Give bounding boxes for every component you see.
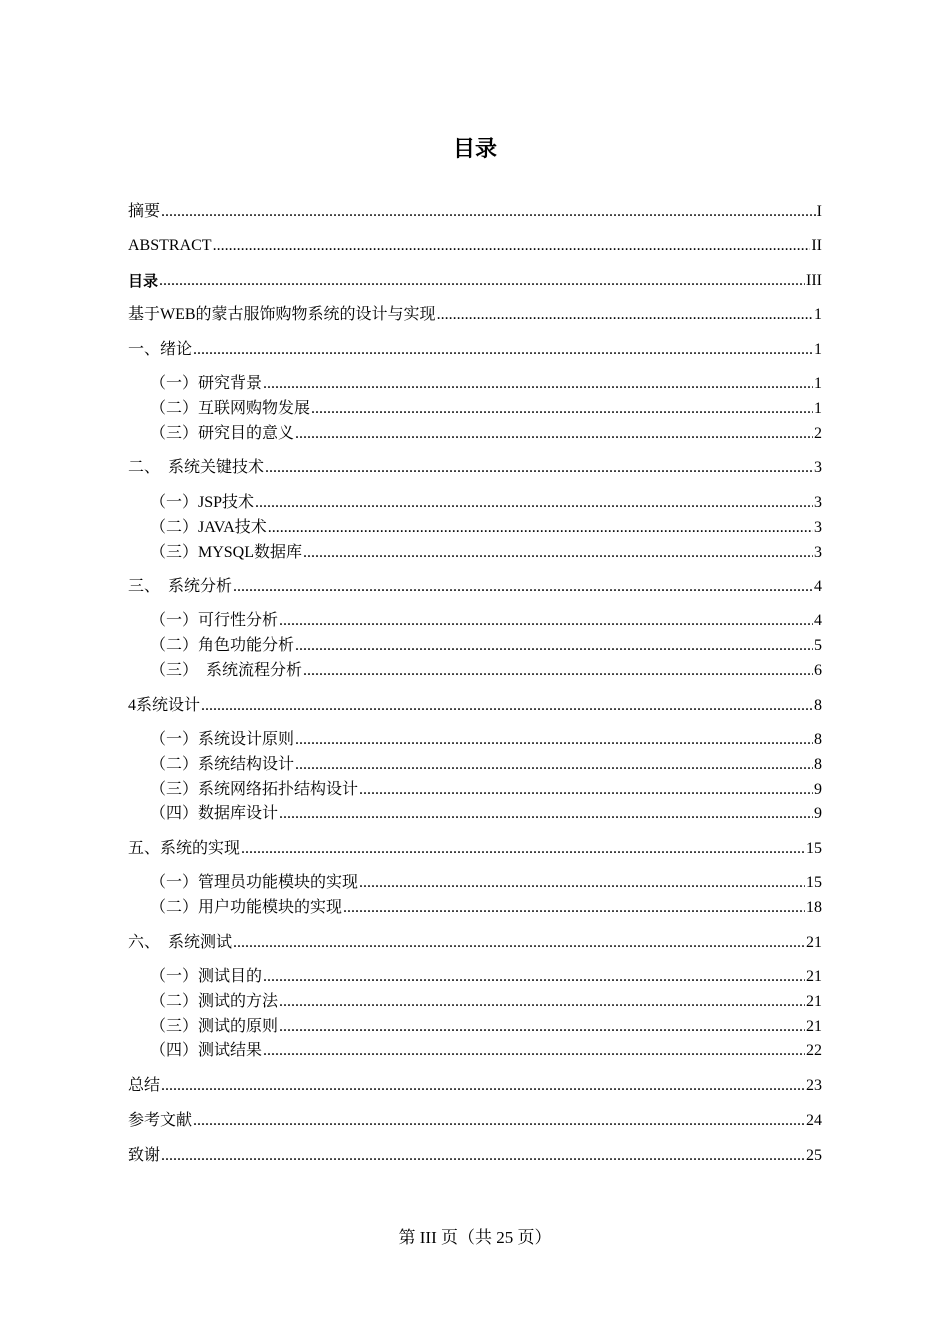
toc-entry-page: 6 [814,662,822,679]
toc-entry-contents[interactable] [0,267,950,291]
toc-entry-section-2-2[interactable] [0,514,950,538]
toc-entry-section-6-4[interactable] [0,1037,950,1061]
toc-entry-chapter-3[interactable] [0,573,950,597]
toc-entry-page: 9 [814,781,822,798]
toc-leader-dots [268,518,813,538]
toc-entry-section-2-3[interactable] [0,539,950,563]
toc-entry-page: 3 [814,494,822,511]
toc-entry-page: 3 [814,544,822,561]
toc-leader-dots [161,1146,805,1166]
toc-entry-chapter-4[interactable] [0,692,950,716]
toc-leader-dots [263,967,805,987]
toc-entry-label: （三）MYSQL数据库 [150,544,303,561]
toc-leader-dots [295,636,813,656]
toc-entry-page: 8 [814,756,822,773]
toc-leader-dots [213,236,811,256]
toc-leader-dots [265,458,813,478]
toc-leader-dots [193,1111,805,1131]
toc-entry-section-3-2[interactable] [0,632,950,656]
toc-entry-label: （一）系统设计原则 [150,731,295,748]
toc-leader-dots [255,493,813,513]
toc-entry-label: ABSTRACT [128,237,212,254]
page-title: 目录 [452,137,497,162]
toc-entry-summary[interactable] [0,1072,950,1096]
toc-entry-label: （四）测试结果 [150,1042,263,1059]
toc-entry-section-4-2[interactable] [0,751,950,775]
toc-entry-page: 1 [814,375,822,392]
toc-entry-page: 4 [814,578,822,595]
toc-entry-label: 一、绪论 [128,341,193,358]
toc-entry-page: 21 [806,934,822,951]
toc-entry-page: I [816,203,822,220]
toc-leader-dots [295,730,813,750]
toc-entry-abstract-en[interactable] [0,232,950,256]
toc-entry-page: 5 [814,637,822,654]
toc-entry-page: II [811,237,822,254]
toc-entry-section-1-2[interactable] [0,395,950,419]
toc-entry-label: （三）系统网络拓扑结构设计 [150,781,359,798]
toc-entry-section-2-1[interactable] [0,489,950,513]
toc-entry-chapter-5[interactable] [0,835,950,859]
toc-entry-chapter-6[interactable] [0,929,950,953]
toc-entry-label: 基于WEB的蒙古服饰购物系统的设计与实现 [128,306,436,323]
toc-entry-section-6-3[interactable] [0,1013,950,1037]
toc-entry-label: （二）角色功能分析 [150,637,295,654]
toc-entry-acknowledgements[interactable] [0,1142,950,1166]
toc-entry-page: 8 [814,697,822,714]
toc-entry-label: 二、 系统关键技术 [128,459,265,476]
toc-leader-dots [295,424,813,444]
toc-leader-dots [437,305,813,325]
toc-leader-dots [193,340,813,360]
toc-entry-label: （二）用户功能模块的实现 [150,899,343,916]
toc-leader-dots [263,1041,805,1061]
toc-entry-label: （三）研究目的意义 [150,425,295,442]
toc-entry-label: （三）测试的原则 [150,1018,279,1035]
toc-entry-label: 摘要 [128,203,161,220]
toc-entry-section-1-3[interactable] [0,420,950,444]
page-footer: 第 III 页（共 25 页） [398,1228,552,1247]
toc-entry-page: 15 [806,840,822,857]
toc-leader-dots [279,1017,805,1037]
toc-leader-dots [161,202,816,222]
toc-leader-dots [359,780,813,800]
toc-entry-label: 致谢 [128,1147,161,1164]
toc-entry-label: 参考文献 [128,1112,193,1129]
toc-entry-label: 六、 系统测试 [128,934,233,951]
toc-leader-dots [233,577,813,597]
toc-entry-label: （一）测试目的 [150,968,263,985]
toc-entry-section-1-1[interactable] [0,370,950,394]
toc-entry-thesis-title[interactable] [0,301,950,325]
toc-entry-section-6-1[interactable] [0,963,950,987]
toc-entry-page: 9 [814,805,822,822]
toc-leader-dots [161,1076,805,1096]
toc-entry-section-6-2[interactable] [0,988,950,1012]
toc-entry-page: 21 [806,1018,822,1035]
toc-entry-label: （一）管理员功能模块的实现 [150,874,359,891]
toc-entry-references[interactable] [0,1107,950,1131]
toc-leader-dots [279,611,813,631]
toc-entry-page: 3 [814,459,822,476]
toc-entry-label: 总结 [128,1077,161,1094]
toc-entry-section-3-1[interactable] [0,607,950,631]
toc-leader-dots [303,661,813,681]
toc-entry-page: 3 [814,519,822,536]
toc-leader-dots [159,271,805,291]
toc-leader-dots [295,755,813,775]
toc-entry-label: （二）测试的方法 [150,993,279,1010]
toc-entry-label: （四）数据库设计 [150,805,279,822]
toc-leader-dots [241,839,805,859]
toc-entry-page: 21 [806,993,822,1010]
toc-entry-label: 目录 [128,272,159,290]
toc-leader-dots [263,374,813,394]
toc-entry-chapter-2[interactable] [0,454,950,478]
toc-entry-abstract-cn[interactable] [0,198,950,222]
toc-entry-page: 15 [806,874,822,891]
toc-entry-page: 23 [806,1077,822,1094]
toc-entry-page: 24 [806,1112,822,1129]
toc-entry-label: 五、系统的实现 [128,840,241,857]
toc-entry-page: 2 [814,425,822,442]
toc-entry-page: 1 [814,400,822,417]
toc-entry-section-3-3[interactable] [0,657,950,681]
toc-entry-chapter-1[interactable] [0,336,950,360]
toc-entry-page: 1 [814,306,822,323]
toc-leader-dots [279,992,805,1012]
toc-entry-section-5-1[interactable] [0,869,950,893]
toc-entry-label: （一）可行性分析 [150,612,279,629]
toc-entry-label: （一）研究背景 [150,375,263,392]
toc-entry-page: 4 [814,612,822,629]
toc-entry-label: （二）互联网购物发展 [150,400,311,417]
toc-leader-dots [343,898,805,918]
toc-entry-label: 三、 系统分析 [128,578,233,595]
toc-entry-label: 4系统设计 [128,697,201,714]
toc-entry-label: （二）系统结构设计 [150,756,295,773]
toc-entry-label: （三） 系统流程分析 [150,662,303,679]
toc-entry-section-4-1[interactable] [0,726,950,750]
toc-leader-dots [279,804,813,824]
toc-leader-dots [311,399,813,419]
toc-leader-dots [233,933,805,953]
toc-leader-dots [303,543,813,563]
toc-entry-label: （二）JAVA技术 [150,519,267,536]
toc-entry-page: 21 [806,968,822,985]
toc-entry-label: （一）JSP技术 [150,494,255,511]
toc-entry-section-5-2[interactable] [0,894,950,918]
toc-entry-page: 18 [806,899,822,916]
toc-entry-page: 22 [806,1042,822,1059]
toc-entry-page: 8 [814,731,822,748]
toc-entry-section-4-3[interactable] [0,776,950,800]
toc-leader-dots [359,873,805,893]
toc-entry-page: 25 [806,1147,822,1164]
toc-entry-page: III [806,272,822,289]
toc-entry-page: 1 [814,341,822,358]
toc-leader-dots [201,696,813,716]
toc-entry-section-4-4[interactable] [0,800,950,824]
